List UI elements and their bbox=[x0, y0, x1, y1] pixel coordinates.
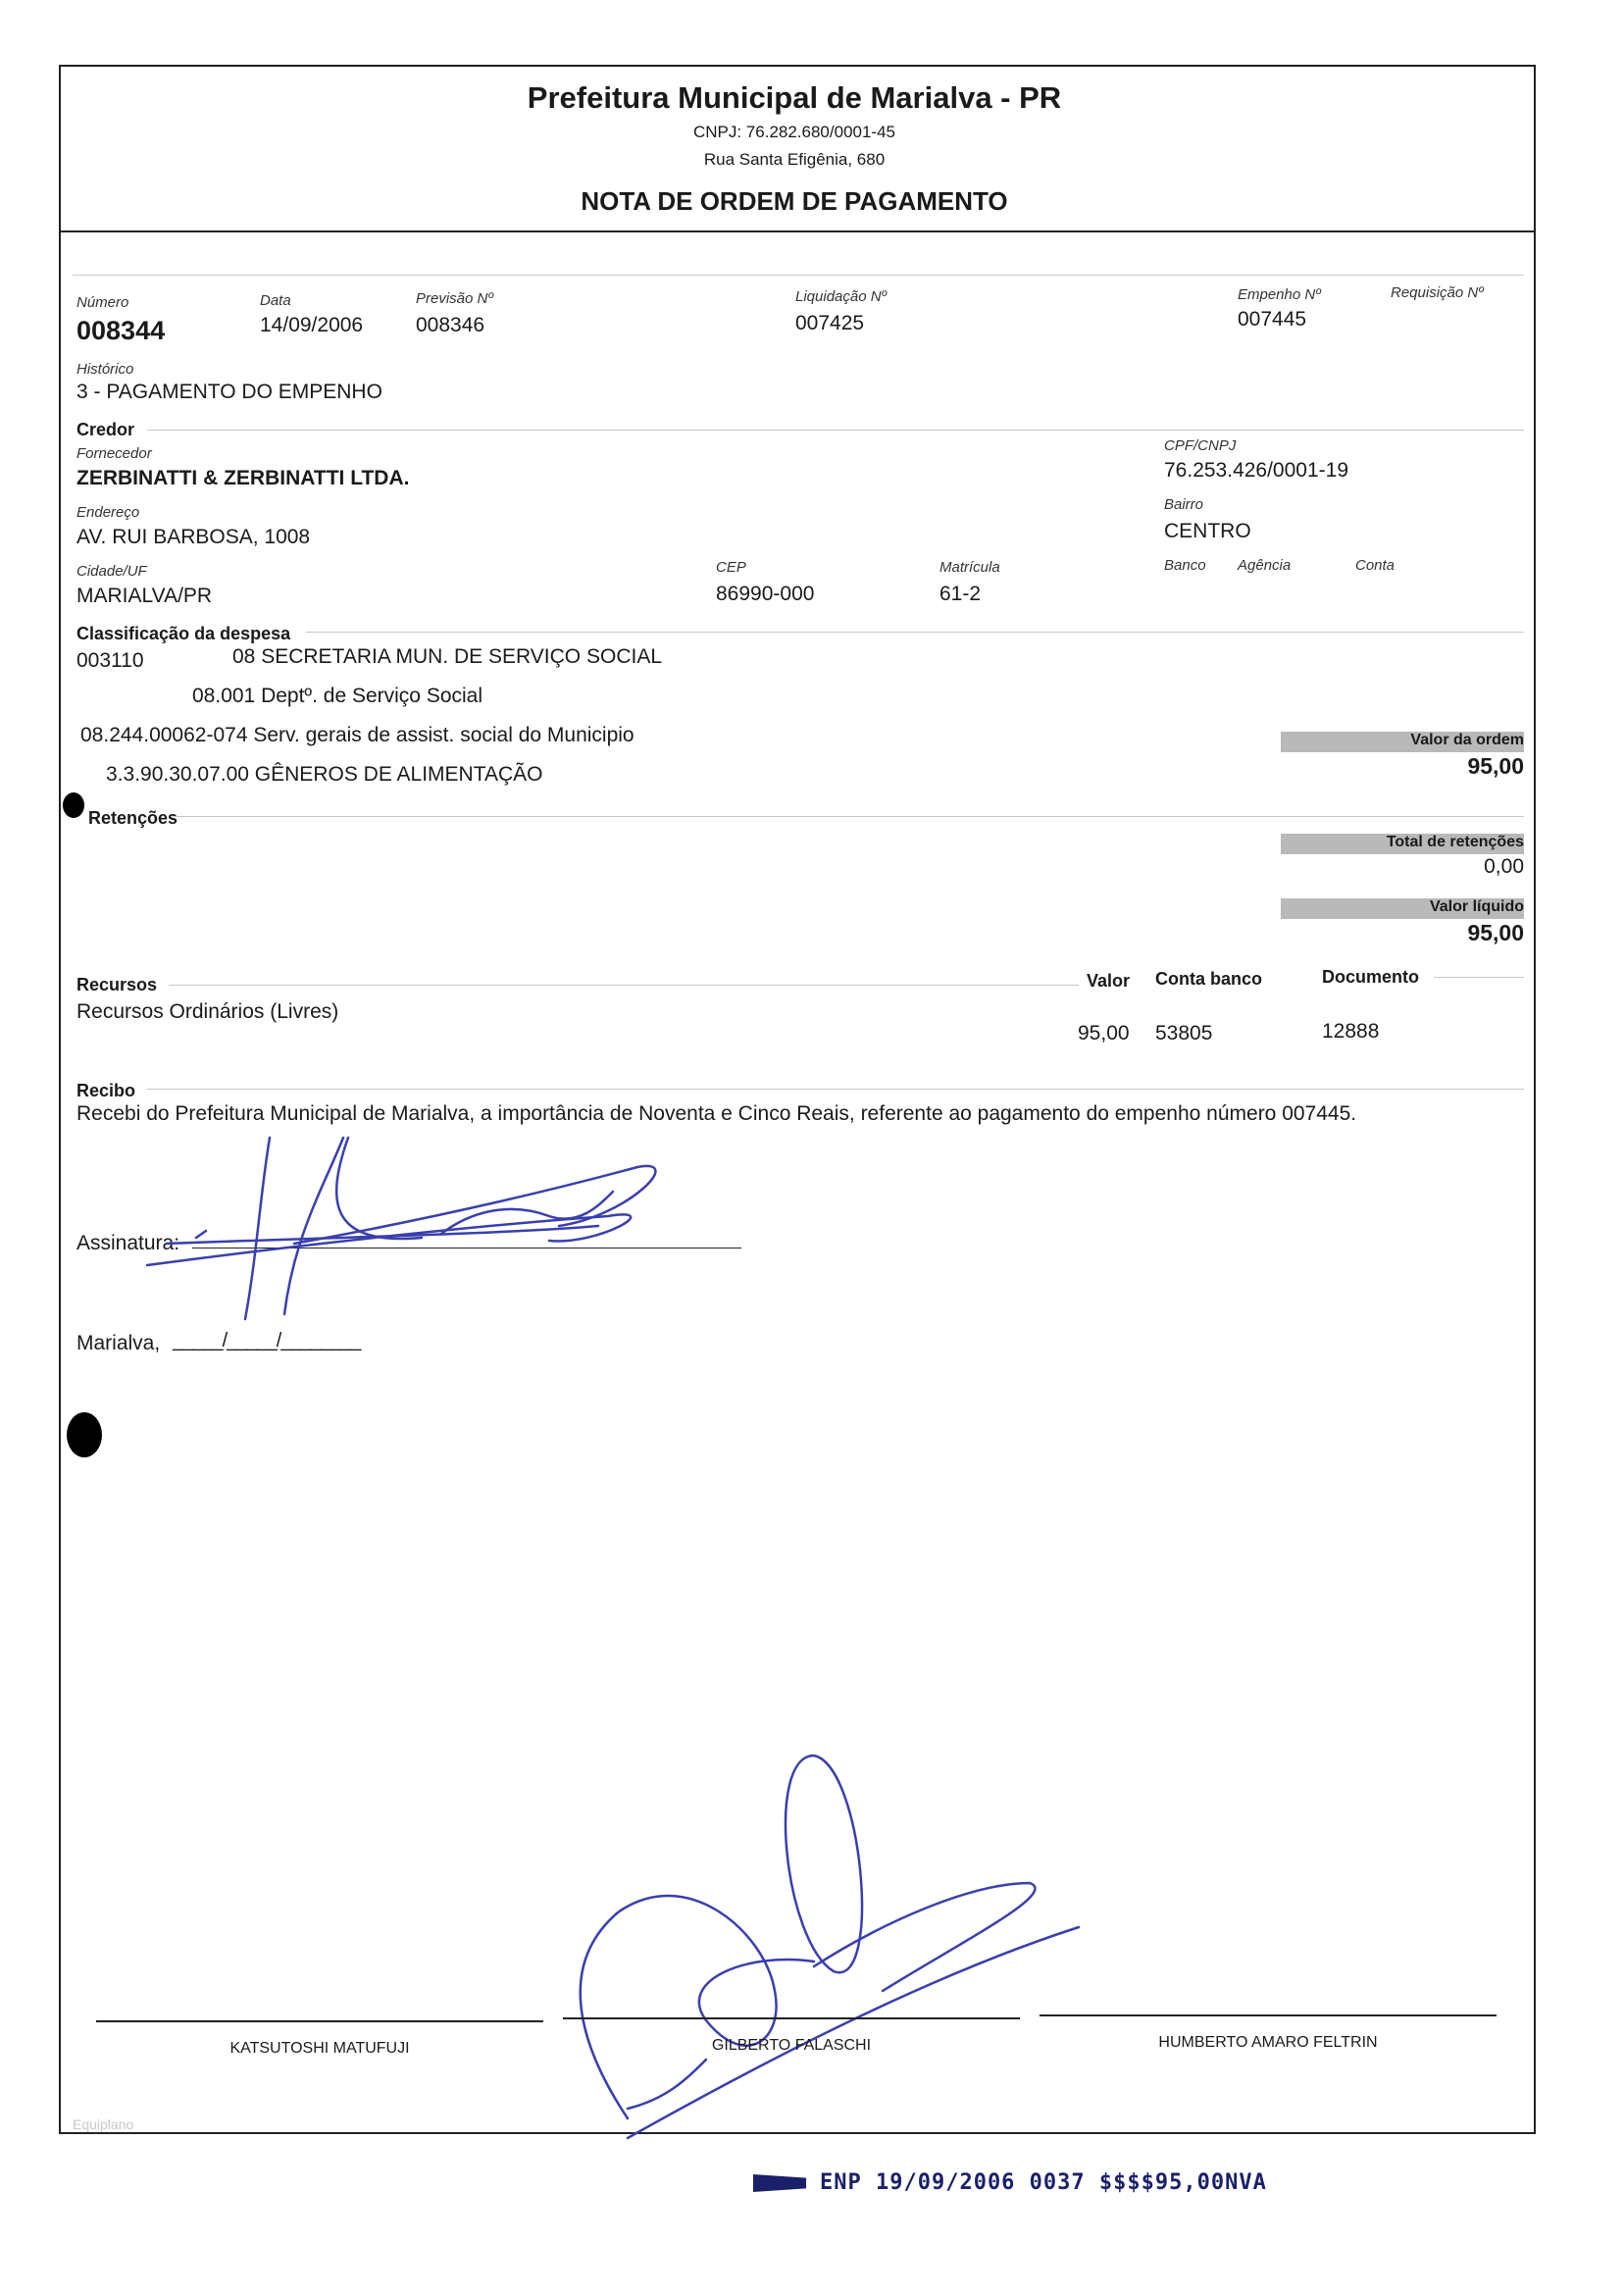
date-blank: _____/_____/________ bbox=[173, 1330, 361, 1351]
treasurer-signature-stroke bbox=[581, 1896, 814, 2118]
fornecedor-label: Fornecedor bbox=[76, 445, 152, 462]
classificacao-code: 003110 bbox=[76, 649, 144, 672]
recursos-valor-label: Valor bbox=[1087, 971, 1131, 991]
page-title: Prefeitura Municipal de Marialva - PR bbox=[527, 80, 1062, 115]
treasurer-signature-stroke bbox=[814, 1883, 1035, 1991]
banco-label: Banco bbox=[1164, 557, 1206, 574]
valor-liquido-value: 95,00 bbox=[1467, 920, 1524, 945]
signatory-name-3: HUMBERTO AMARO FELTRIN bbox=[1158, 2034, 1378, 2051]
recursos-desc: Recursos Ordinários (Livres) bbox=[76, 1000, 339, 1023]
data-label: Data bbox=[260, 292, 291, 309]
receipt-signature-stroke bbox=[284, 1138, 343, 1314]
bank-stamp-text: ENP 19/09/2006 0037 $$$$95,00NVA bbox=[820, 2170, 1267, 2195]
cpf-label: CPF/CNPJ bbox=[1164, 437, 1237, 454]
bank-logo-icon bbox=[753, 2174, 806, 2192]
recursos-valor: 95,00 bbox=[1078, 1022, 1130, 1045]
cidade-value: MARIALVA/PR bbox=[76, 585, 213, 607]
receipt-signature-stroke bbox=[147, 1214, 631, 1265]
classificacao-line1: 08 SECRETARIA MUN. DE SERVIÇO SOCIAL bbox=[232, 645, 663, 668]
bank-stamp bbox=[753, 2170, 1267, 2195]
empenho-label: Empenho Nº bbox=[1238, 286, 1321, 303]
punch-hole bbox=[67, 1412, 102, 1457]
valor-ordem-value: 95,00 bbox=[1467, 753, 1524, 779]
numero-value: 008344 bbox=[76, 316, 166, 345]
conta-label: Conta bbox=[1355, 557, 1396, 574]
matricula-value: 61-2 bbox=[939, 583, 982, 605]
software-credit: Equiplano bbox=[73, 2116, 134, 2132]
signature-line bbox=[96, 2020, 543, 2022]
fornecedor-value: ZERBINATTI & ZERBINATTI LTDA. bbox=[76, 467, 410, 489]
credor-section: Credor bbox=[76, 420, 135, 439]
endereco-value: AV. RUI BARBOSA, 1008 bbox=[76, 526, 311, 548]
agencia-label: Agência bbox=[1238, 557, 1292, 574]
signatory-name-1: KATSUTOSHI MATUFUJI bbox=[229, 2040, 410, 2057]
cidade-label: Cidade/UF bbox=[76, 563, 147, 580]
previsao-value: 008346 bbox=[416, 314, 485, 336]
numero-label: Número bbox=[76, 294, 129, 311]
cpf-value: 76.253.426/0001-19 bbox=[1164, 459, 1349, 482]
classificacao-line4: 3.3.90.30.07.00 GÊNEROS DE ALIMENTAÇÃO bbox=[106, 763, 543, 786]
total-retencoes-label: Total de retenções bbox=[1386, 834, 1524, 850]
liquidacao-value: 007425 bbox=[795, 312, 865, 334]
endereco-label: Endereço bbox=[76, 504, 140, 521]
receipt-signature-stroke bbox=[196, 1231, 206, 1238]
punch-hole bbox=[63, 792, 84, 818]
bairro-label: Bairro bbox=[1164, 496, 1204, 513]
recursos-section: Recursos bbox=[76, 975, 158, 994]
document-title: NOTA DE ORDEM DE PAGAMENTO bbox=[581, 186, 1008, 216]
requisicao-label: Requisição Nº bbox=[1391, 284, 1484, 301]
assinatura-label: Assinatura: bbox=[76, 1232, 180, 1254]
classificacao-line3: 08.244.00062-074 Serv. gerais de assist. social do Municipio bbox=[80, 724, 634, 746]
header-cnpj: CNPJ: 76.282.680/0001-45 bbox=[692, 123, 896, 141]
historico-value: 3 - PAGAMENTO DO EMPENHO bbox=[76, 381, 382, 403]
historico-label: Histórico bbox=[76, 361, 134, 378]
header-address: Rua Santa Efigênia, 680 bbox=[703, 150, 886, 169]
signatory-name-2: GILBERTO FALASCHI bbox=[711, 2037, 872, 2054]
cep-value: 86990-000 bbox=[716, 583, 815, 605]
signature-line bbox=[563, 2017, 1020, 2019]
liquidacao-label: Liquidação Nº bbox=[795, 288, 888, 305]
classificacao-section: Classificação da despesa bbox=[76, 624, 291, 643]
recursos-documento-label: Documento bbox=[1322, 967, 1419, 987]
cep-label: CEP bbox=[716, 559, 746, 576]
recibo-text: Recebi do Prefeitura Municipal de Marialva, a importância de Noventa e Cinco Reais, referente ao pagamento do empenho número 007445. bbox=[76, 1102, 1357, 1125]
classificacao-line2: 08.001 Deptº. de Serviço Social bbox=[192, 685, 483, 707]
valor-liquido-label: Valor líquido bbox=[1429, 898, 1524, 915]
treasurer-signature-stroke bbox=[786, 1756, 862, 1972]
retencoes-section: Retenções bbox=[88, 808, 178, 828]
signature-line bbox=[1040, 2014, 1497, 2016]
recibo-section: Recibo bbox=[76, 1081, 136, 1100]
valor-ordem-label: Valor da ordem bbox=[1410, 732, 1524, 748]
matricula-label: Matrícula bbox=[939, 559, 1000, 576]
recursos-documento: 12888 bbox=[1322, 1020, 1380, 1043]
receipt-signature-stroke bbox=[167, 1226, 598, 1244]
recursos-conta-label: Conta banco bbox=[1155, 969, 1263, 989]
receipt-signature-stroke bbox=[336, 1138, 422, 1239]
bairro-value: CENTRO bbox=[1164, 520, 1251, 542]
local-label: Marialva, bbox=[76, 1332, 161, 1354]
empenho-value: 007445 bbox=[1238, 308, 1307, 331]
receipt-signature-stroke bbox=[245, 1138, 270, 1319]
recursos-conta: 53805 bbox=[1155, 1022, 1213, 1045]
previsao-label: Previsão Nº bbox=[416, 290, 493, 307]
data-value: 14/09/2006 bbox=[260, 314, 364, 336]
total-retencoes-value: 0,00 bbox=[1484, 855, 1524, 878]
